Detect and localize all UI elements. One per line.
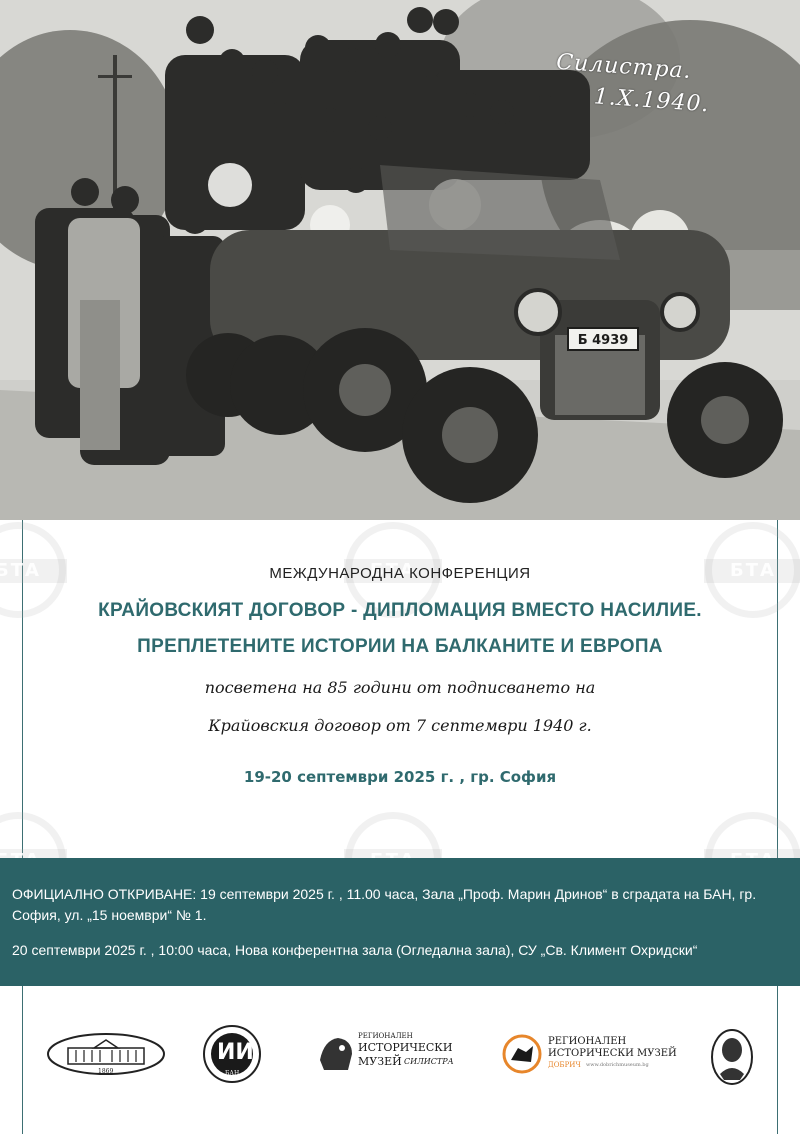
photo-handwritten-caption bbox=[553, 47, 713, 122]
rim-silistra-line1: РЕГИОНАЛЕН bbox=[358, 1032, 413, 1040]
sofia-university-logo bbox=[710, 1028, 754, 1086]
historical-photo bbox=[0, 0, 800, 520]
conference-dates: 19-20 септември 2025 г. , гр. София bbox=[243, 768, 557, 786]
rim-dobrich-logo bbox=[502, 1034, 677, 1074]
schedule-band bbox=[0, 858, 800, 986]
rim-silistra-logo bbox=[316, 1030, 454, 1076]
rim-dobrich-line2: ИСТОРИЧЕСКИ МУЗЕЙ bbox=[548, 1048, 677, 1059]
ban-logo-year: 1869 bbox=[98, 1068, 114, 1075]
license-plate-text: Б 4939 bbox=[577, 333, 629, 348]
rim-dobrich-url: www.dobrichmuseum.bg bbox=[586, 1062, 649, 1068]
conference-title-line1: КРАЙОВСКИЯТ ДОГОВОР - ДИПЛОМАЦИЯ ВМЕСТО НАСИЛИЕ. bbox=[98, 600, 702, 621]
rim-silistra-line2: ИСТОРИЧЕСКИ bbox=[358, 1041, 453, 1054]
rim-silistra-line3: МУЗЕЙ bbox=[358, 1055, 402, 1068]
conference-subtitle-line1: посветена на 85 години от подписването на bbox=[204, 678, 596, 697]
second-day-text: 20 септември 2025 г. , 10:00 часа, Нова конферентна зала (Огледална зала), СУ „Св. Климент Охридски“ bbox=[12, 942, 698, 958]
conference-kicker: МЕЖДУНАРОДНА КОНФЕРЕНЦИЯ bbox=[269, 565, 531, 582]
conference-subtitle-line2: Крайовския договор от 7 септември 1940 г. bbox=[208, 716, 592, 735]
ban-building-logo bbox=[46, 1032, 166, 1076]
photo-caption-line2: 1.X.1940. bbox=[593, 84, 711, 118]
photo-caption-line1: Силистра. bbox=[555, 49, 693, 85]
institute-history-logo bbox=[202, 1024, 262, 1084]
opening-session-text: ОФИЦИАЛНО ОТКРИВАНЕ: 19 септември 2025 г. , 11.00 часа, Зала „Проф. Марин Дринов“ в сградата на БАН, гр. София, ул. „15 ноември“ № 1. bbox=[12, 886, 757, 923]
institute-logo-sub: БАН bbox=[225, 1070, 240, 1077]
rim-dobrich-line1: РЕГИОНАЛЕН bbox=[548, 1036, 627, 1047]
rim-dobrich-line3: ДОБРИЧ bbox=[548, 1061, 581, 1069]
institute-logo-letters: ИИ bbox=[217, 1040, 254, 1065]
rim-silistra-line4: СИЛИСТРА bbox=[404, 1057, 454, 1066]
conference-title-line2: ПРЕПЛЕТЕНИТЕ ИСТОРИИ НА БАЛКАНИТЕ И ЕВРОПА bbox=[137, 636, 663, 657]
